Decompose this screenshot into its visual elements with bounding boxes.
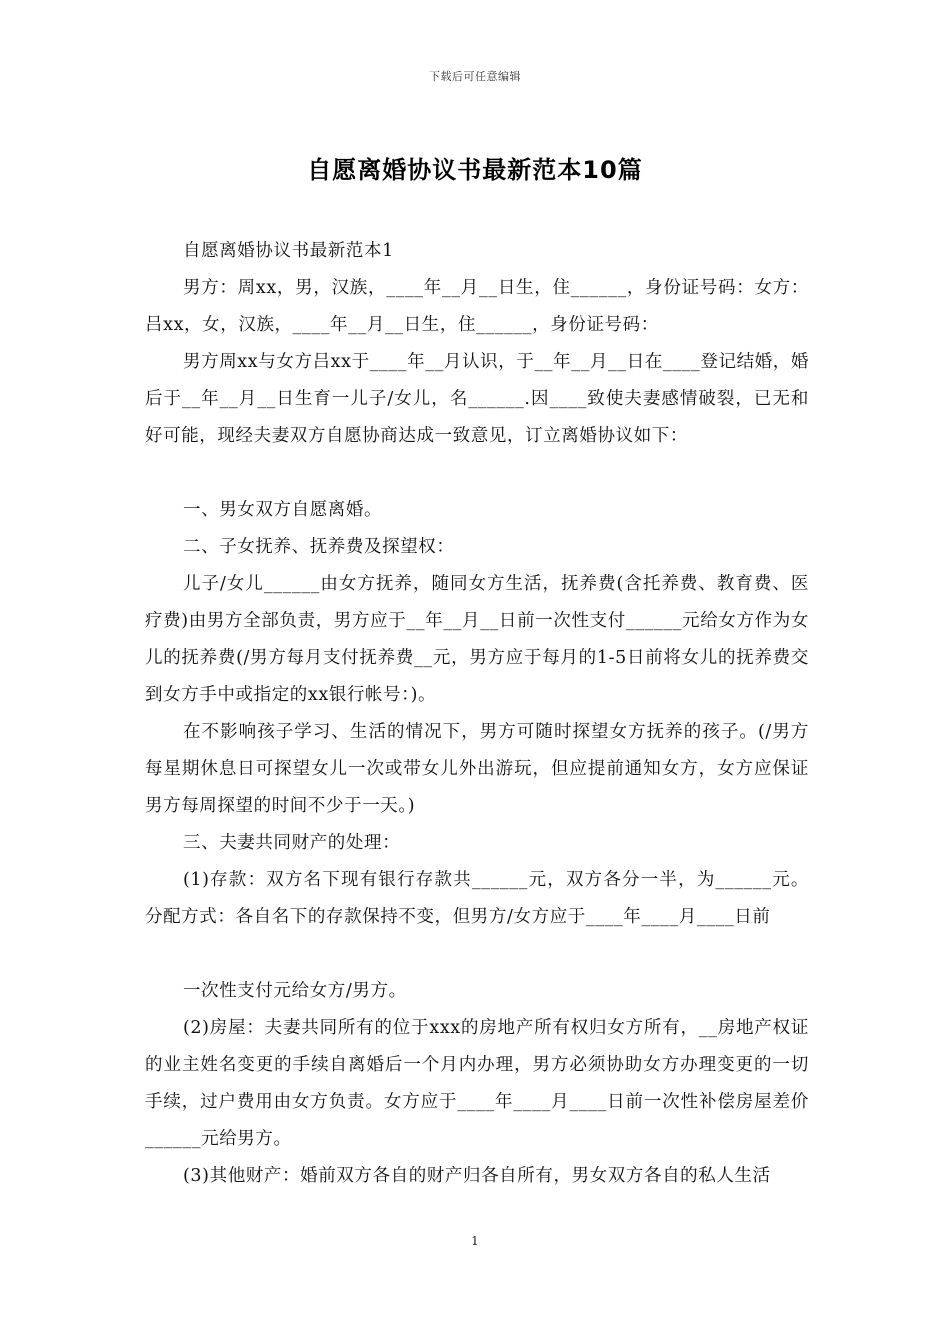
header-note: 下载后可任意编辑 [429, 70, 521, 83]
paragraph-background: 男方周xx与女方吕xx于____年__月认识，于__年__月__日在____登记结婚，婚后于__年__月__日生育一儿子/女儿，名______.因____致使夫妻感情破裂，已无和好可能，现经夫妻双方自愿协商达成一致意见，订立离婚协议如下： [145, 352, 809, 446]
paragraph-parties: 男方：周xx，男，汉族，____年__月__日生，住______，身份证号码：女方：吕xx，女，汉族，____年__月__日生，住______，身份证号码： [145, 278, 809, 335]
paragraph-house: (2)房屋：夫妻共同所有的位于xxx的房地产所有权归女方所有，__房地产权证的业主姓名变更的手续自离婚后一个月内办理，男方必须协助女方办理变更的一切手续，过户费用由女方负责。女方应于____年____月____日前一次性补偿房屋差价______元给男方。 [145, 1018, 809, 1149]
page-number: 1 [471, 1234, 479, 1248]
paragraph-visitation: 在不影响孩子学习、生活的情况下，男方可随时探望女方抚养的孩子。(/男方每星期休息日可探望女儿一次或带女儿外出游玩，但应提前通知女方，女方应保证男方每周探望的时间不少于一天。) [145, 722, 809, 816]
document-body [145, 233, 809, 1195]
paragraph-savings: (1)存款：双方名下现有银行存款共______元，双方各分一半，为______元。分配方式：各自名下的存款保持不变，但男方/女方应于____年____月____日前 [145, 870, 809, 927]
paragraph-savings-continued: 一次性支付元给女方/男方。 [183, 981, 407, 1001]
clause-three-heading: 三、夫妻共同财产的处理： [183, 833, 401, 853]
section-heading: 自愿离婚协议书最新范本1 [183, 241, 394, 261]
document-title: 自愿离婚协议书最新范本10篇 [307, 156, 643, 184]
paragraph-child-support: 儿子/女儿______由女方抚养，随同女方生活，抚养费(含托养费、教育费、医疗费)由男方全部负责，男方应于__年__月__日前一次性支付______元给女方作为女儿的抚养费(/男方每月支付抚养费__元，男方应于每月的1-5日前将女儿的抚养费交到女方手中或指定的xx银行帐号：)。 [145, 574, 809, 705]
paragraph-other-property: (3)其他财产：婚前双方各自的财产归各自所有，男女双方各自的私人生活 [183, 1166, 771, 1186]
clause-two-heading: 二、子女抚养、抚养费及探望权： [183, 537, 455, 557]
clause-one: 一、男女双方自愿离婚。 [183, 500, 383, 520]
